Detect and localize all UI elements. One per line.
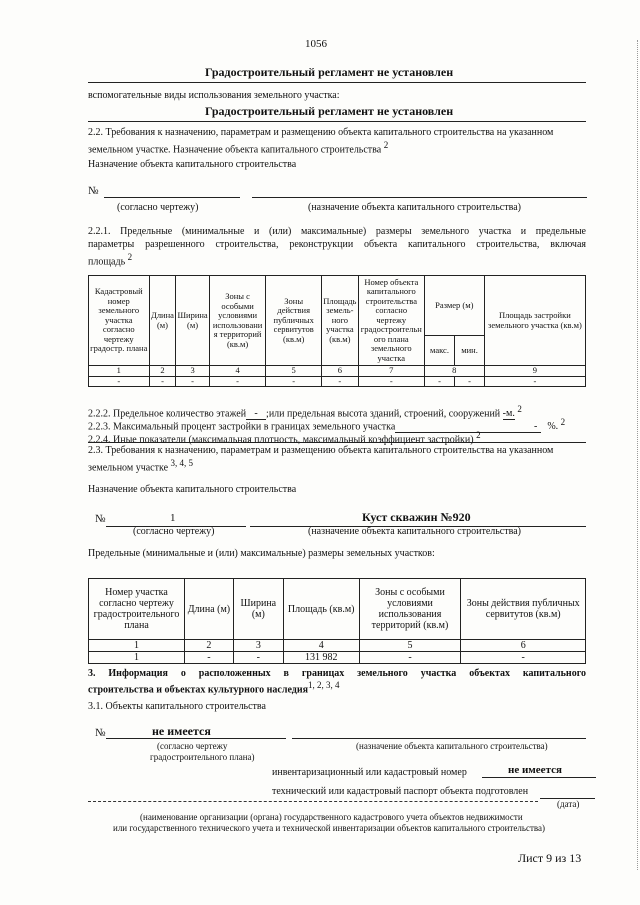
t1-row-cell: - [209, 376, 266, 387]
s23-line1: 2.3. Требования к назначению, параметрам и размещению объекта капитального строительства на указанном [88, 445, 554, 456]
t1-num-cell: 4 [209, 366, 266, 377]
s22-text2: земельном участке. Назначение объекта капитального строительства $^2$ [88, 140, 389, 156]
header-title: Градостроительный регламент не установлен [205, 65, 454, 79]
s23-purpose-label: Назначение объекта капитального строительства [88, 484, 297, 495]
s23-line2: земельном участке $^{3, 4, 5}$ [88, 458, 194, 474]
table-1 [88, 275, 586, 387]
s221-line2: параметры разрешенного строительства, реконструкции объекта капитального строительства, включая [88, 239, 586, 250]
s31-tech-label: технический или кадастровый паспорт объекта подготовлен [272, 786, 529, 797]
s22-cap-purpose: (назначение объекта капитального строительства) [308, 202, 521, 213]
t1-row-cell: - [358, 376, 424, 387]
s31-org-cap2: или государственного технического учета и технической инвентаризации объектов капитального строительства) [113, 823, 546, 833]
t2-num-cell: 5 [359, 640, 461, 652]
s221-line1: 2.2.1. Предельные (минимальные и (или) максимальные) размеры земельного участка и предельные [88, 226, 586, 237]
sheet-footer: Лист 9 из 13 [518, 851, 582, 865]
s31-purpose-line [292, 738, 586, 739]
s23-cap-purpose: (назначение объекта капитального строительства) [308, 526, 521, 537]
t1-h-min: мин. [455, 336, 485, 366]
s31-org-line [88, 801, 538, 802]
t1-row-cell: - [455, 376, 485, 387]
t1-h-public: Зоны действия публичных сервитутов (кв.м) [266, 276, 321, 366]
t1-h-max: макс. [424, 336, 455, 366]
t2-row-cell: 1 [89, 652, 185, 664]
t1-row-cell: - [321, 376, 358, 387]
page-edge [635, 40, 638, 870]
s23-no-sign: № [95, 513, 106, 525]
s31-title: 3.1. Объекты капитального строительства [88, 701, 266, 712]
t1-row-cell: - [89, 376, 150, 387]
s221-line3: площадь $^2$ [88, 252, 133, 268]
t2-row-cell: - [461, 652, 586, 664]
t2-h-plot: Номер участка согласно чертежу градостроительного плана [89, 579, 185, 640]
s3-line1: 3. Информация о расположенных в границах земельного участка объектах капитального [88, 668, 586, 679]
t1-num-cell: 3 [176, 366, 209, 377]
aux-label: вспомогательные виды использования земельного участка: [88, 90, 340, 101]
t1-row-cell: - [266, 376, 321, 387]
s31-org-cap1: (наименование организации (органа) государственного кадастрового учета объектов недвижимости [140, 812, 523, 822]
t2-num-cell: 3 [233, 640, 283, 652]
s23-limits-label: Предельные (минимальные и (или) максимальные) размеры земельных участков: [88, 548, 435, 559]
s22-purpose-line [252, 197, 587, 198]
t1-row-cell: - [176, 376, 209, 387]
s22-no-sign: № [88, 185, 99, 197]
table-2 [88, 578, 586, 664]
t1-h-size: Размер (м) [424, 276, 484, 336]
t2-row-cell: - [233, 652, 283, 664]
t1-num-cell: 2 [149, 366, 176, 377]
t1-h-objnum: Номер объекта капитального строительства согласно чертежу градостроительн ого плана земельного участка [358, 276, 424, 366]
t2-h-len: Длина (м) [184, 579, 233, 640]
s31-inv-label: инвентаризационный или кадастровый номер [272, 767, 467, 778]
t2-row-cell: - [184, 652, 233, 664]
t1-num-cell: 9 [484, 366, 585, 377]
s22-cap-drawing: (согласно чертежу) [117, 202, 199, 213]
t1-row-cell: - [149, 376, 176, 387]
t2-h-public: Зоны действия публичных сервитутов (кв.м) [461, 579, 586, 640]
s224-rule [88, 442, 586, 443]
s3-line2: строительства и объектах культурного наследия$^{1, 2, 3, 4}$ [88, 680, 340, 696]
t1-row-cell: - [484, 376, 585, 387]
t1-h-len: Длина (м) [149, 276, 176, 366]
s23-num-value: 1 [170, 512, 176, 524]
header-rule [88, 82, 586, 83]
s31-cap-drawing2: градостроительного плана) [150, 752, 255, 762]
s22-text1: 2.2. Требования к назначению, параметрам и размещению объекта капитального строительства на указанном [88, 127, 554, 138]
s31-cap-drawing1: (согласно чертежу [157, 741, 228, 751]
aux-rule [88, 121, 586, 122]
s23-name-value: Куст скважин №920 [362, 510, 471, 524]
t2-row-cell: 131 982 [283, 652, 359, 664]
s31-value: не имеется [152, 724, 211, 738]
t1-num-cell: 6 [321, 366, 358, 377]
t1-h-cad: Кадастровый номер земельного участка согласно чертежу градостр. плана [89, 276, 150, 366]
aux-title: Градостроительный регламент не установлен [205, 104, 454, 118]
t1-num-cell: 1 [89, 366, 150, 377]
s224-line: 2.2.4. Иные показатели (максимальная плотность, максимальный коэффициент застройки) $^2$ [88, 430, 481, 446]
t1-num-cell: 7 [358, 366, 424, 377]
s31-no-sign: № [95, 727, 106, 739]
t1-h-build: Площадь застройки земельного участка (кв.м) [484, 276, 585, 366]
page-number: 1056 [305, 38, 327, 50]
t2-h-zones: Зоны с особыми условиями использования территорий (кв.м) [359, 579, 461, 640]
t1-num-cell: 5 [266, 366, 321, 377]
s223-line: 2.2.3. Максимальный процент застройки в границах земельного участка - %. $^2$ [88, 417, 566, 433]
t2-h-wid: Ширина (м) [233, 579, 283, 640]
t1-h-area: Площадь земель- ного участка (кв.м) [321, 276, 358, 366]
t2-num-cell: 1 [89, 640, 185, 652]
s222-line: 2.2.2. Предельное количество этажей - ;или предельная высота зданий, строений, сооружений -м. $^2$ [88, 404, 522, 420]
t2-h-area: Площадь (кв.м) [283, 579, 359, 640]
s31-inv-value: не имеется [508, 764, 562, 776]
t1-num-cell: 8 [424, 366, 484, 377]
s31-cap-purpose: (назначение объекта капитального строительства) [356, 741, 548, 751]
t1-h-zones: Зоны с особыми условиями использовани я территорий (кв.м) [209, 276, 266, 366]
t2-row-cell: - [359, 652, 461, 664]
s31-inv-line [482, 777, 596, 778]
t2-num-cell: 6 [461, 640, 586, 652]
s31-number-line [106, 738, 286, 739]
t1-h-wid: Ширина (м) [176, 276, 209, 366]
t2-num-cell: 4 [283, 640, 359, 652]
s23-cap-drawing: (согласно чертежу) [133, 526, 215, 537]
t1-row-cell: - [424, 376, 455, 387]
s31-date-cap: (дата) [557, 799, 580, 809]
s22-purpose-label: Назначение объекта капитального строительства [88, 159, 297, 170]
t2-num-cell: 2 [184, 640, 233, 652]
s22-number-line [104, 197, 240, 198]
